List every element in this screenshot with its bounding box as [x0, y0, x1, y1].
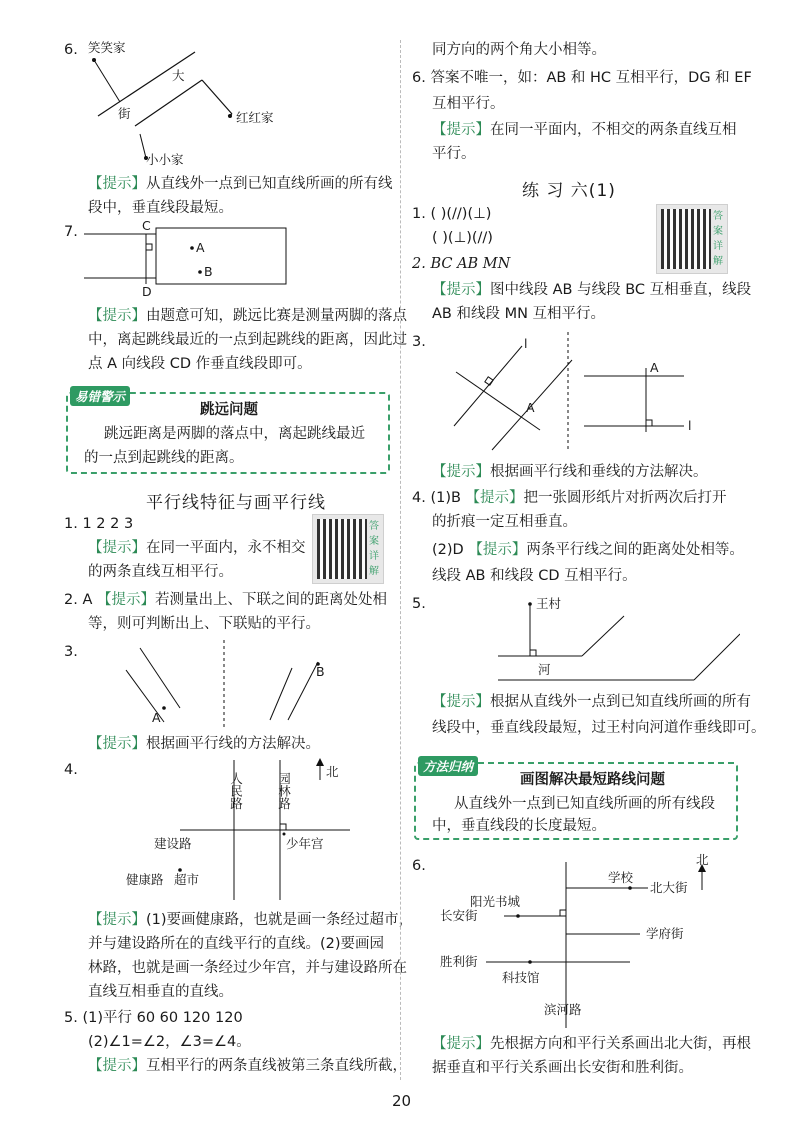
- svg-text:A: A: [650, 360, 659, 375]
- svg-text:北: 北: [696, 852, 709, 867]
- answer-line: 等，则可判断出上、下联贴的平行。: [88, 616, 320, 632]
- answer-line: 线段 AB 和线段 CD 互相平行。: [432, 568, 637, 584]
- tip-tag: 方法归纳: [418, 756, 478, 776]
- hint-prefix: 【提示】: [432, 464, 490, 480]
- answer-line: 5. (1)平行 60 60 120 120: [64, 1010, 243, 1026]
- answer-line: 的折痕一定互相垂直。: [432, 514, 577, 530]
- svg-text:人民路: 人民路: [228, 772, 244, 810]
- section-title: 练 习 六(1): [522, 181, 616, 201]
- fig-label: 大: [172, 68, 185, 83]
- svg-text:园林路: 园林路: [276, 772, 292, 810]
- hint-prefix: 【提示】: [432, 122, 490, 138]
- answer-line: 1. 1 2 2 3: [64, 516, 134, 532]
- hint-text: 线段中，垂直线段最短，过王村向河道作垂线即可。: [432, 720, 766, 736]
- hint-prefix: 【提示】: [88, 736, 146, 752]
- svg-text:北大街: 北大街: [650, 880, 688, 895]
- hint-prefix: 【提示】: [432, 1036, 490, 1052]
- question-number: 6.: [64, 42, 78, 58]
- svg-text:科技馆: 科技馆: [502, 970, 540, 985]
- tip-text: 的一点到起跳线的距离。: [84, 450, 244, 466]
- svg-text:A: A: [526, 400, 535, 415]
- hint-text: AB 和线段 MN 互相平行。: [432, 306, 606, 322]
- section-title: 平行线特征与画平行线: [146, 493, 326, 513]
- hint-text: 并与建设路所在的直线平行的直线。(2)要画园: [88, 936, 385, 952]
- answer-line: (2)D 【提示】两条平行线之间的距离处处相等。: [432, 542, 744, 558]
- fig-label: 红红家: [236, 110, 274, 125]
- svg-text:阳光书城: 阳光书城: [470, 894, 521, 909]
- fig-label: 笑笑家: [88, 40, 126, 55]
- hint-prefix: 【提示】: [96, 592, 155, 608]
- svg-text:C: C: [142, 220, 151, 233]
- qr-code-answers[interactable]: [656, 204, 728, 274]
- qr-pattern: [661, 209, 711, 269]
- tip-text: 跳远距离是两脚的落点中，离起跳线最近: [104, 426, 365, 442]
- svg-text:A: A: [196, 240, 205, 255]
- answer-line: ( )(⊥)(//): [432, 230, 493, 246]
- hint-text: 【提示】在同一平面内，不相交的两条直线互相: [432, 122, 737, 138]
- hint-prefix: 【提示】: [88, 176, 146, 192]
- fig-label: 小小家: [146, 152, 184, 166]
- svg-text:建设路: 建设路: [154, 836, 192, 851]
- tip-tag: 易错警示: [70, 386, 130, 406]
- answer-line: 同方向的两个角大小相等。: [432, 42, 606, 58]
- answer-line: 2. A 【提示】若测量出上、下联之间的距离处处相: [64, 592, 387, 608]
- hint-text: 的两条直线互相平行。: [88, 564, 233, 580]
- hint-prefix: 【提示】: [88, 1058, 146, 1074]
- hint-text: 【提示】互相平行的两条直线被第三条直线所截，: [88, 1058, 407, 1074]
- answer-line: 互相平行。: [432, 96, 505, 112]
- page-number: 20: [392, 1092, 412, 1110]
- svg-text:l: l: [688, 418, 692, 433]
- svg-text:健康路: 健康路: [126, 872, 164, 887]
- hint-text: 【提示】在同一平面内，永不相交: [88, 540, 306, 556]
- hint-text: 【提示】先根据方向和平行关系画出北大街，再根: [432, 1036, 751, 1052]
- hint-text: 【提示】根据画平行线的方法解决。: [88, 736, 320, 752]
- question-number: 5.: [412, 596, 426, 612]
- hint-prefix: 【提示】: [88, 540, 146, 556]
- svg-text:学校: 学校: [608, 870, 634, 885]
- svg-text:B: B: [316, 664, 325, 679]
- qr-code-answers[interactable]: [312, 514, 384, 584]
- hint-prefix: 【提示】: [468, 542, 527, 558]
- hint-text: 林路，也就是画一条经过少年宫，并与建设路所在: [88, 960, 407, 976]
- long-jump-figure-q7: [84, 220, 304, 302]
- hint-text: 【提示】(1)要画健康路，也就是画一条经过超市，: [88, 912, 414, 928]
- question-number: 6.: [412, 858, 426, 874]
- hint-text: 【提示】图中线段 AB 与线段 BC 互相垂直，线段: [432, 282, 752, 298]
- answer-line: 4. (1)B 【提示】把一张圆形纸片对折两次后打开: [412, 490, 727, 506]
- svg-text:B: B: [204, 264, 213, 279]
- hint-prefix: 【提示】: [465, 490, 524, 506]
- hint-text: 平行。: [432, 146, 476, 162]
- street-map-figure-q6: [440, 852, 740, 1032]
- answer-line: (2)∠1=∠2，∠3=∠4。: [88, 1034, 251, 1050]
- svg-text:l: l: [524, 336, 528, 351]
- hint-prefix: 【提示】: [88, 308, 146, 324]
- svg-text:北: 北: [326, 764, 339, 779]
- tip-text: 中，垂直线段的长度最短。: [432, 818, 606, 834]
- svg-text:滨河路: 滨河路: [544, 1002, 582, 1017]
- question-number: 3.: [64, 644, 78, 660]
- question-number: 7.: [64, 224, 78, 240]
- svg-text:长安街: 长安街: [440, 908, 478, 923]
- tip-text: 从直线外一点到已知直线所画的所有线段: [454, 796, 715, 812]
- street-map-figure-q4: [110, 754, 370, 904]
- svg-text:D: D: [142, 284, 152, 299]
- svg-text:超市: 超市: [174, 872, 200, 887]
- fig-label: 街: [118, 106, 131, 121]
- question-number: 3.: [412, 334, 426, 350]
- hint-text: 【提示】根据从直线外一点到已知直线所画的所有: [432, 694, 751, 710]
- street-figure-q6: [80, 36, 330, 166]
- svg-text:少年宫: 少年宫: [286, 836, 324, 851]
- hint-prefix: 【提示】: [432, 282, 490, 298]
- qr-label: 答案详解: [713, 211, 723, 267]
- tip-title: 跳远问题: [200, 402, 258, 418]
- hint-text: 据垂直和平行关系画出长安街和胜利街。: [432, 1060, 693, 1076]
- svg-text:王村: 王村: [536, 596, 562, 611]
- answer-line: 1. ( )(//)(⊥): [412, 206, 492, 222]
- hint-text: 中，离起跳线最近的一点到起跳线的距离，因此过: [88, 332, 407, 348]
- svg-text:河: 河: [538, 662, 551, 677]
- hint-prefix: 【提示】: [432, 694, 490, 710]
- svg-text:胜利街: 胜利街: [440, 954, 478, 969]
- qr-label: 答案详解: [369, 521, 379, 577]
- village-river-figure-q5: [490, 594, 740, 684]
- hint-text: 【提示】由题意可知，跳远比赛是测量两脚的落点: [88, 308, 407, 324]
- question-number: 4.: [64, 762, 78, 778]
- svg-text:学府街: 学府街: [646, 926, 684, 941]
- hint-text: 点 A 向线段 CD 作垂直线段即可。: [88, 356, 312, 372]
- perpendicular-figure-q3: [440, 332, 710, 452]
- answer-line: 2. BC AB MN: [412, 256, 511, 272]
- hint-prefix: 【提示】: [88, 912, 146, 928]
- tip-title: 画图解决最短路线问题: [520, 772, 665, 788]
- qr-pattern: [317, 519, 367, 579]
- hint-text: 段中，垂直线段最短。: [88, 200, 233, 216]
- hint-text: 【提示】从直线外一点到已知直线所画的所有线: [88, 176, 393, 192]
- hint-text: 直线互相垂直的直线。: [88, 984, 233, 1000]
- answer-line: 6. 答案不唯一，如：AB 和 HC 互相平行，DG 和 EF: [412, 70, 752, 86]
- hint-text: 【提示】根据画平行线和垂线的方法解决。: [432, 464, 708, 480]
- column-divider: [400, 40, 401, 1080]
- svg-text:A: A: [152, 710, 161, 725]
- parallel-lines-figure-q3: [120, 640, 340, 730]
